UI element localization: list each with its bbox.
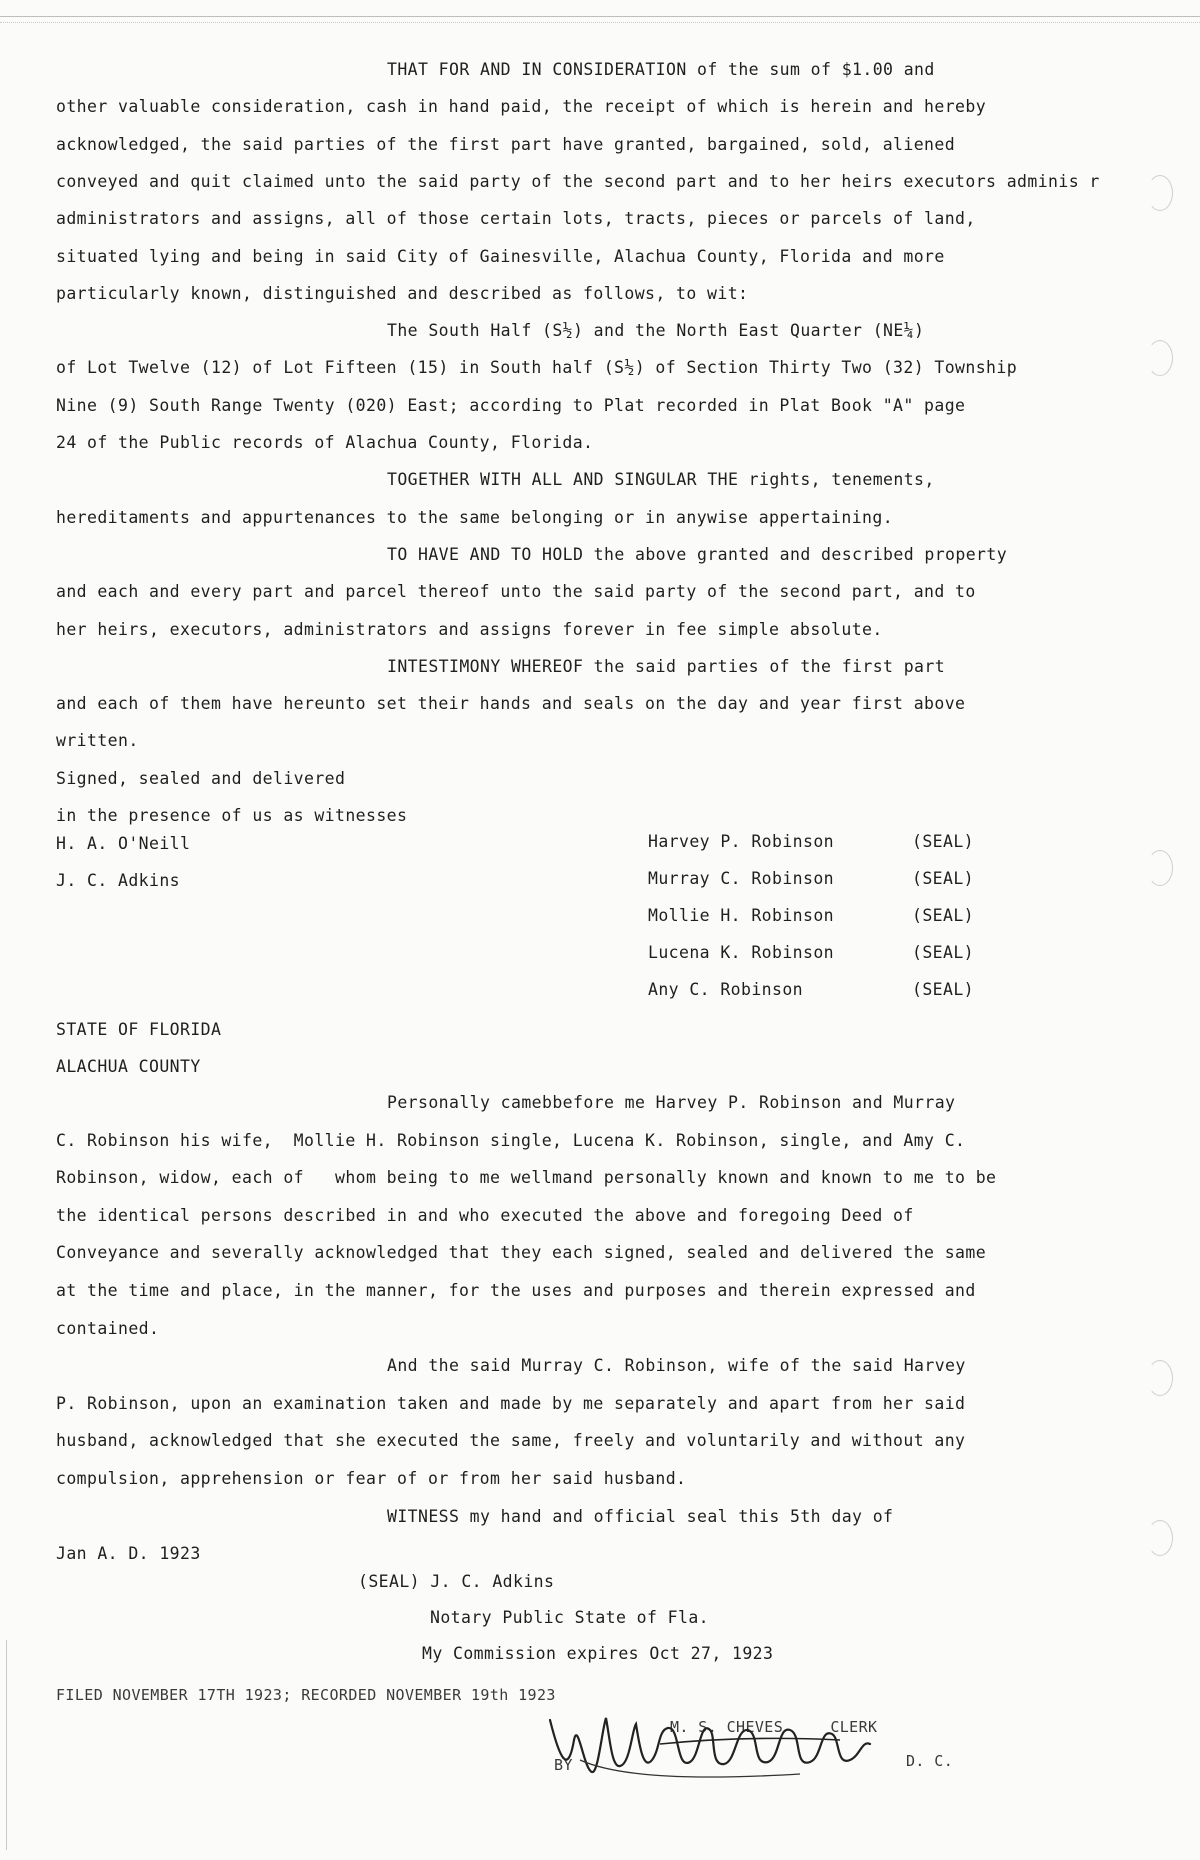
grantor-name: Harvey P. Robinson [648, 832, 835, 851]
text-line: conveyed and quit claimed unto the said party of the second part and to her heirs executors adminis r [56, 171, 1100, 191]
text-line: acknowledged, the said parties of the first part have granted, bargained, sold, aliened [56, 134, 956, 154]
text-line: particularly known, distinguished and described as follows, to wit: [56, 283, 749, 303]
grantor-seal: (SEAL) [912, 906, 975, 925]
text-line: WITNESS my hand and official seal this 5th day of [387, 1506, 894, 1526]
text-line: administrators and assigns, all of those certain lots, tracts, pieces or parcels of land, [56, 209, 976, 229]
text-line: P. Robinson, upon an examination taken and made by me separately and apart from her said [56, 1393, 966, 1413]
text-line: Robinson, widow, each of whom being to me wellmand personally known and known to me to be [56, 1168, 997, 1188]
text-line: contained. [56, 1318, 160, 1338]
text-line: TOGETHER WITH ALL AND SINGULAR THE rights, tenements, [387, 470, 935, 490]
clerk-by-label: BY [554, 1756, 573, 1774]
text-line: TO HAVE AND TO HOLD the above granted and described property [387, 544, 1008, 564]
text-line: and each of them have hereunto set their hands and seals on the day and year first above [56, 694, 966, 714]
text-line: THAT FOR AND IN CONSIDERATION of the sum of $1.00 and [387, 60, 935, 79]
filing-stamp: FILED NOVEMBER 17TH 1923; RECORDED NOVEMBER 19th 1923 [56, 1686, 556, 1704]
deputy-clerk-label: D. C. [906, 1752, 954, 1770]
grantor-name: Lucena K. Robinson [648, 943, 835, 962]
grantor-seal: (SEAL) [912, 869, 975, 888]
text-line: hereditaments and appurtenances to the same belonging or in anywise appertaining. [56, 507, 894, 527]
grantor-seal: (SEAL) [912, 943, 975, 962]
text-line: in the presence of us as witnesses [56, 806, 408, 825]
text-line: her heirs, executors, administrators and assigns forever in fee simple absolute. [56, 619, 883, 639]
text-line: of Lot Twelve (12) of Lot Fifteen (15) in South half (S½) of Section Thirty Two (32) Township [56, 358, 1018, 378]
page-top-rule-dotted [0, 22, 1200, 23]
text-line: The South Half (S½) and the North East Quarter (NE¼) [387, 321, 925, 341]
text-line: the identical persons described in and who executed the above and foregoing Deed of [56, 1205, 914, 1225]
text-line: Nine (9) South Range Twenty (020) East; according to Plat recorded in Plat Book "A" page [56, 395, 966, 415]
text-line: And the said Murray C. Robinson, wife of the said Harvey [387, 1356, 966, 1376]
text-line: compulsion, apprehension or fear of or from her said husband. [56, 1469, 687, 1488]
clerk-name-title: M. S. CHEVES CLERK [670, 1718, 878, 1736]
punch-hole [1147, 175, 1173, 211]
venue-county: ALACHUA COUNTY [56, 1057, 201, 1076]
page-left-edge-mark [6, 1640, 7, 1850]
text-line: at the time and place, in the manner, for the uses and purposes and therein expressed and [56, 1281, 976, 1300]
text-line: 24 of the Public records of Alachua County, Florida. [56, 433, 594, 452]
text-line: husband, acknowledged that she executed the same, freely and voluntarily and without any [56, 1431, 966, 1451]
text-line: and each and every part and parcel thereof unto the said party of the second part, and to [56, 582, 976, 602]
text-line: Signed, sealed and delivered [56, 768, 346, 788]
grantor-name: Murray C. Robinson [648, 869, 835, 888]
text-line: Conveyance and severally acknowledged that they each signed, sealed and delivered the same [56, 1243, 987, 1263]
notary-signature-line: (SEAL) J. C. Adkins [358, 1572, 555, 1591]
grantor-seal: (SEAL) [912, 832, 975, 851]
notary-commission: My Commission expires Oct 27, 1923 [422, 1644, 774, 1663]
punch-hole [1147, 1360, 1173, 1396]
grantor-seal: (SEAL) [912, 980, 975, 999]
grantor-name: Mollie H. Robinson [648, 906, 835, 925]
witness-name: J. C. Adkins [56, 871, 181, 890]
text-line: INTESTIMONY WHEREOF the said parties of the first part [387, 656, 946, 676]
punch-hole [1147, 850, 1173, 886]
page-top-rule [0, 16, 1200, 17]
grantor-name: Any C. Robinson [648, 980, 804, 999]
text-line: Personally camebbefore me Harvey P. Robinson and Murray [387, 1093, 956, 1112]
handwritten-signature [540, 1700, 900, 1790]
punch-hole [1147, 340, 1173, 376]
text-line: written. [56, 731, 139, 751]
text-line: other valuable consideration, cash in hand paid, the receipt of which is herein and hereby [56, 97, 987, 117]
punch-hole [1147, 1520, 1173, 1556]
text-line: situated lying and being in said City of Gainesville, Alachua County, Florida and more [56, 246, 945, 266]
text-line: C. Robinson his wife, Mollie H. Robinson single, Lucena K. Robinson, single, and Amy C. [56, 1130, 966, 1150]
venue-state: STATE OF FLORIDA [56, 1020, 222, 1039]
text-line: Jan A. D. 1923 [56, 1544, 201, 1564]
witness-name: H. A. O'Neill [56, 834, 191, 853]
notary-title: Notary Public State of Fla. [430, 1608, 710, 1627]
